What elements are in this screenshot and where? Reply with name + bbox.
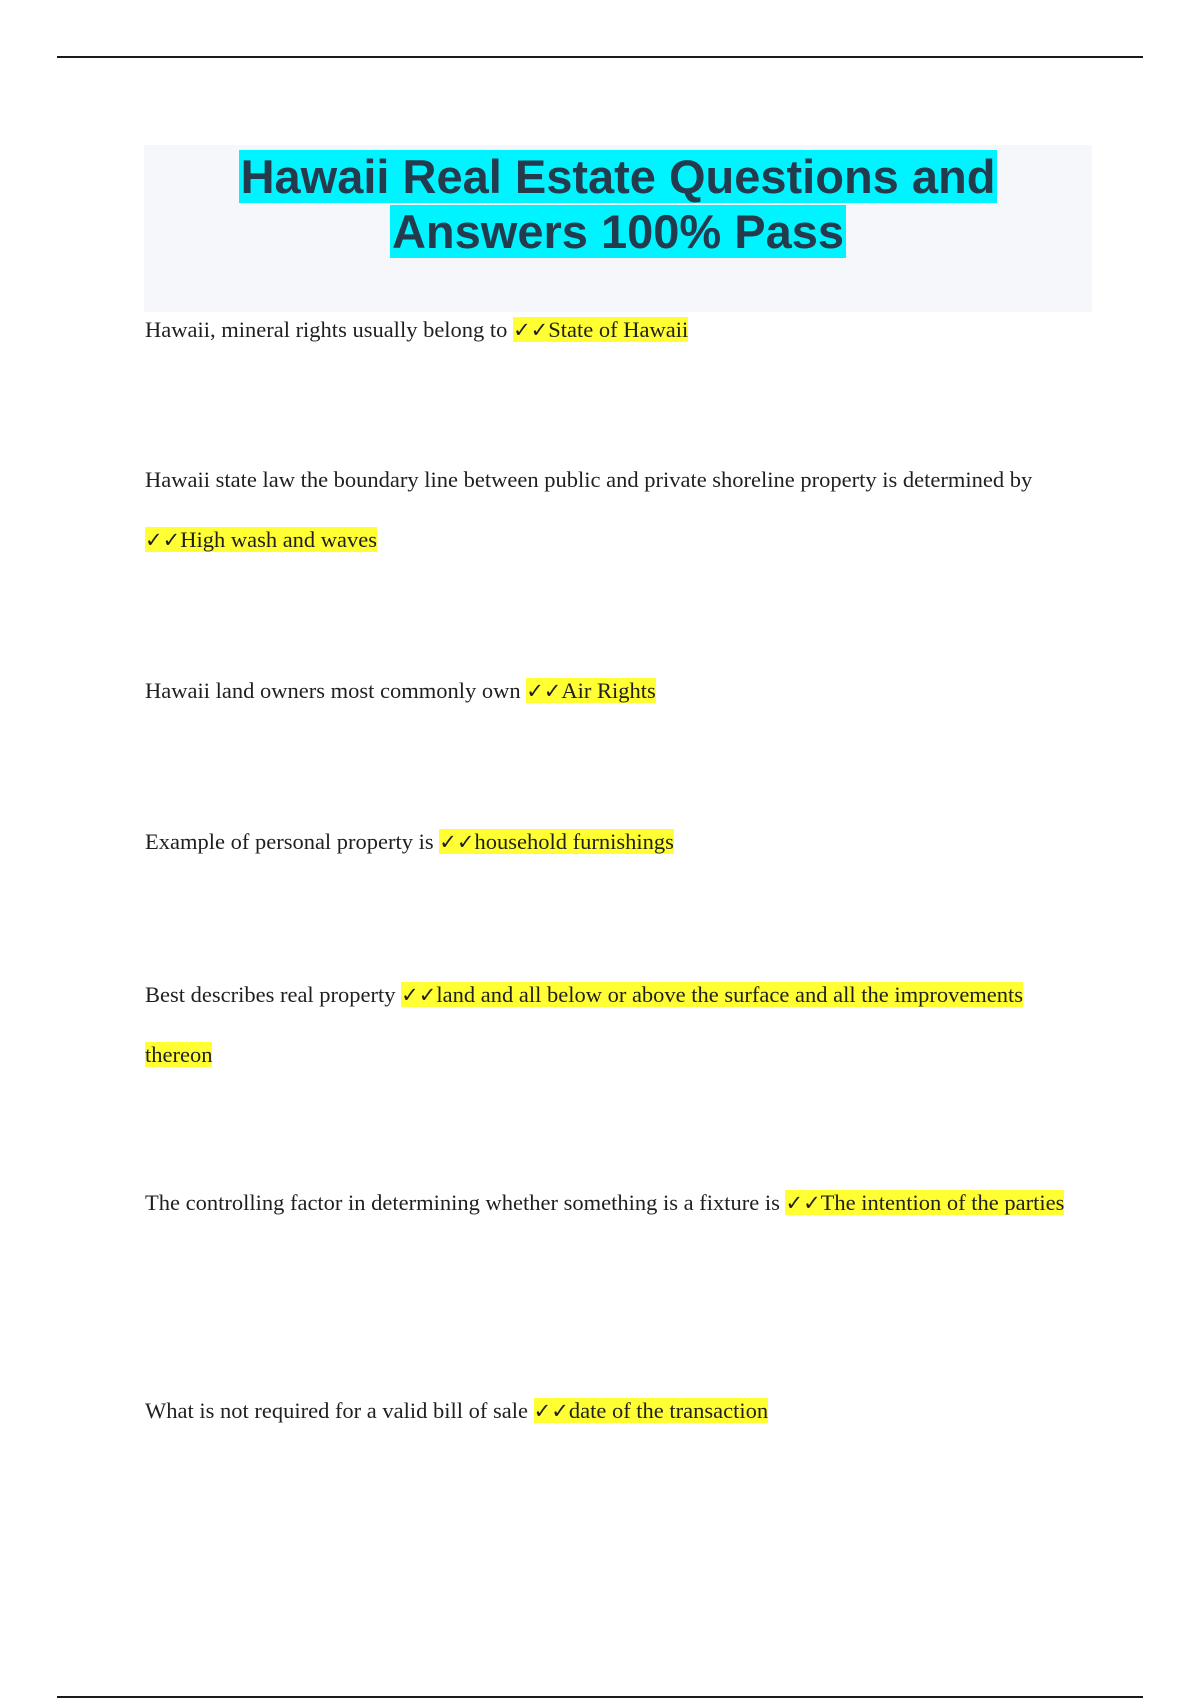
answer-highlight — [439, 829, 674, 854]
qa-item-6 — [145, 1173, 1085, 1233]
answer-highlight — [145, 527, 377, 552]
answer-highlight — [526, 678, 656, 703]
document-title — [144, 145, 1092, 259]
question-text: Hawaii state law the boundary line between public and private shoreline property is determined by — [145, 467, 1033, 492]
answer-text: State of Hawaii — [548, 317, 689, 342]
qa-item-3 — [145, 661, 1085, 721]
double-check-icon: ✓✓ — [439, 830, 475, 854]
qa-item-5 — [145, 965, 1085, 1085]
answer-highlight — [513, 317, 688, 342]
answer-highlight — [534, 1398, 769, 1423]
answer-text: date of the transaction — [568, 1398, 769, 1423]
double-check-icon: ✓✓ — [785, 1191, 821, 1215]
double-check-icon: ✓✓ — [533, 1399, 569, 1423]
question-text: Hawaii, mineral rights usually belong to — [145, 317, 508, 342]
qa-item-2 — [145, 450, 1085, 570]
question-text: The controlling factor in determining whether something is a fixture is — [145, 1190, 780, 1215]
qa-item-4 — [145, 812, 1085, 872]
bottom-rule — [57, 1696, 1143, 1698]
answer-text: High wash and waves — [180, 527, 378, 552]
answer-text: The intention of the parties — [820, 1190, 1065, 1215]
question-text: Example of personal property is — [145, 829, 434, 854]
qa-item-7 — [145, 1381, 1085, 1441]
answer-text: household furnishings — [474, 829, 674, 854]
question-text: Hawaii land owners most commonly own — [145, 678, 521, 703]
title-banner — [144, 145, 1092, 312]
question-text: Best describes real property — [145, 982, 396, 1007]
document-title-text: Hawaii Real Estate Questions and Answers 100% Pass — [240, 150, 996, 258]
double-check-icon: ✓✓ — [401, 983, 437, 1007]
qa-item-1 — [145, 300, 1085, 360]
double-check-icon: ✓✓ — [513, 318, 549, 342]
answer-highlight — [785, 1190, 1064, 1215]
double-check-icon: ✓✓ — [145, 528, 181, 552]
top-rule — [57, 56, 1143, 58]
answer-text: Air Rights — [561, 678, 656, 703]
double-check-icon: ✓✓ — [526, 679, 562, 703]
answer-text: land and all below or above the surface and all the improvements thereon — [145, 982, 1024, 1067]
question-text: What is not required for a valid bill of sale — [145, 1398, 529, 1423]
